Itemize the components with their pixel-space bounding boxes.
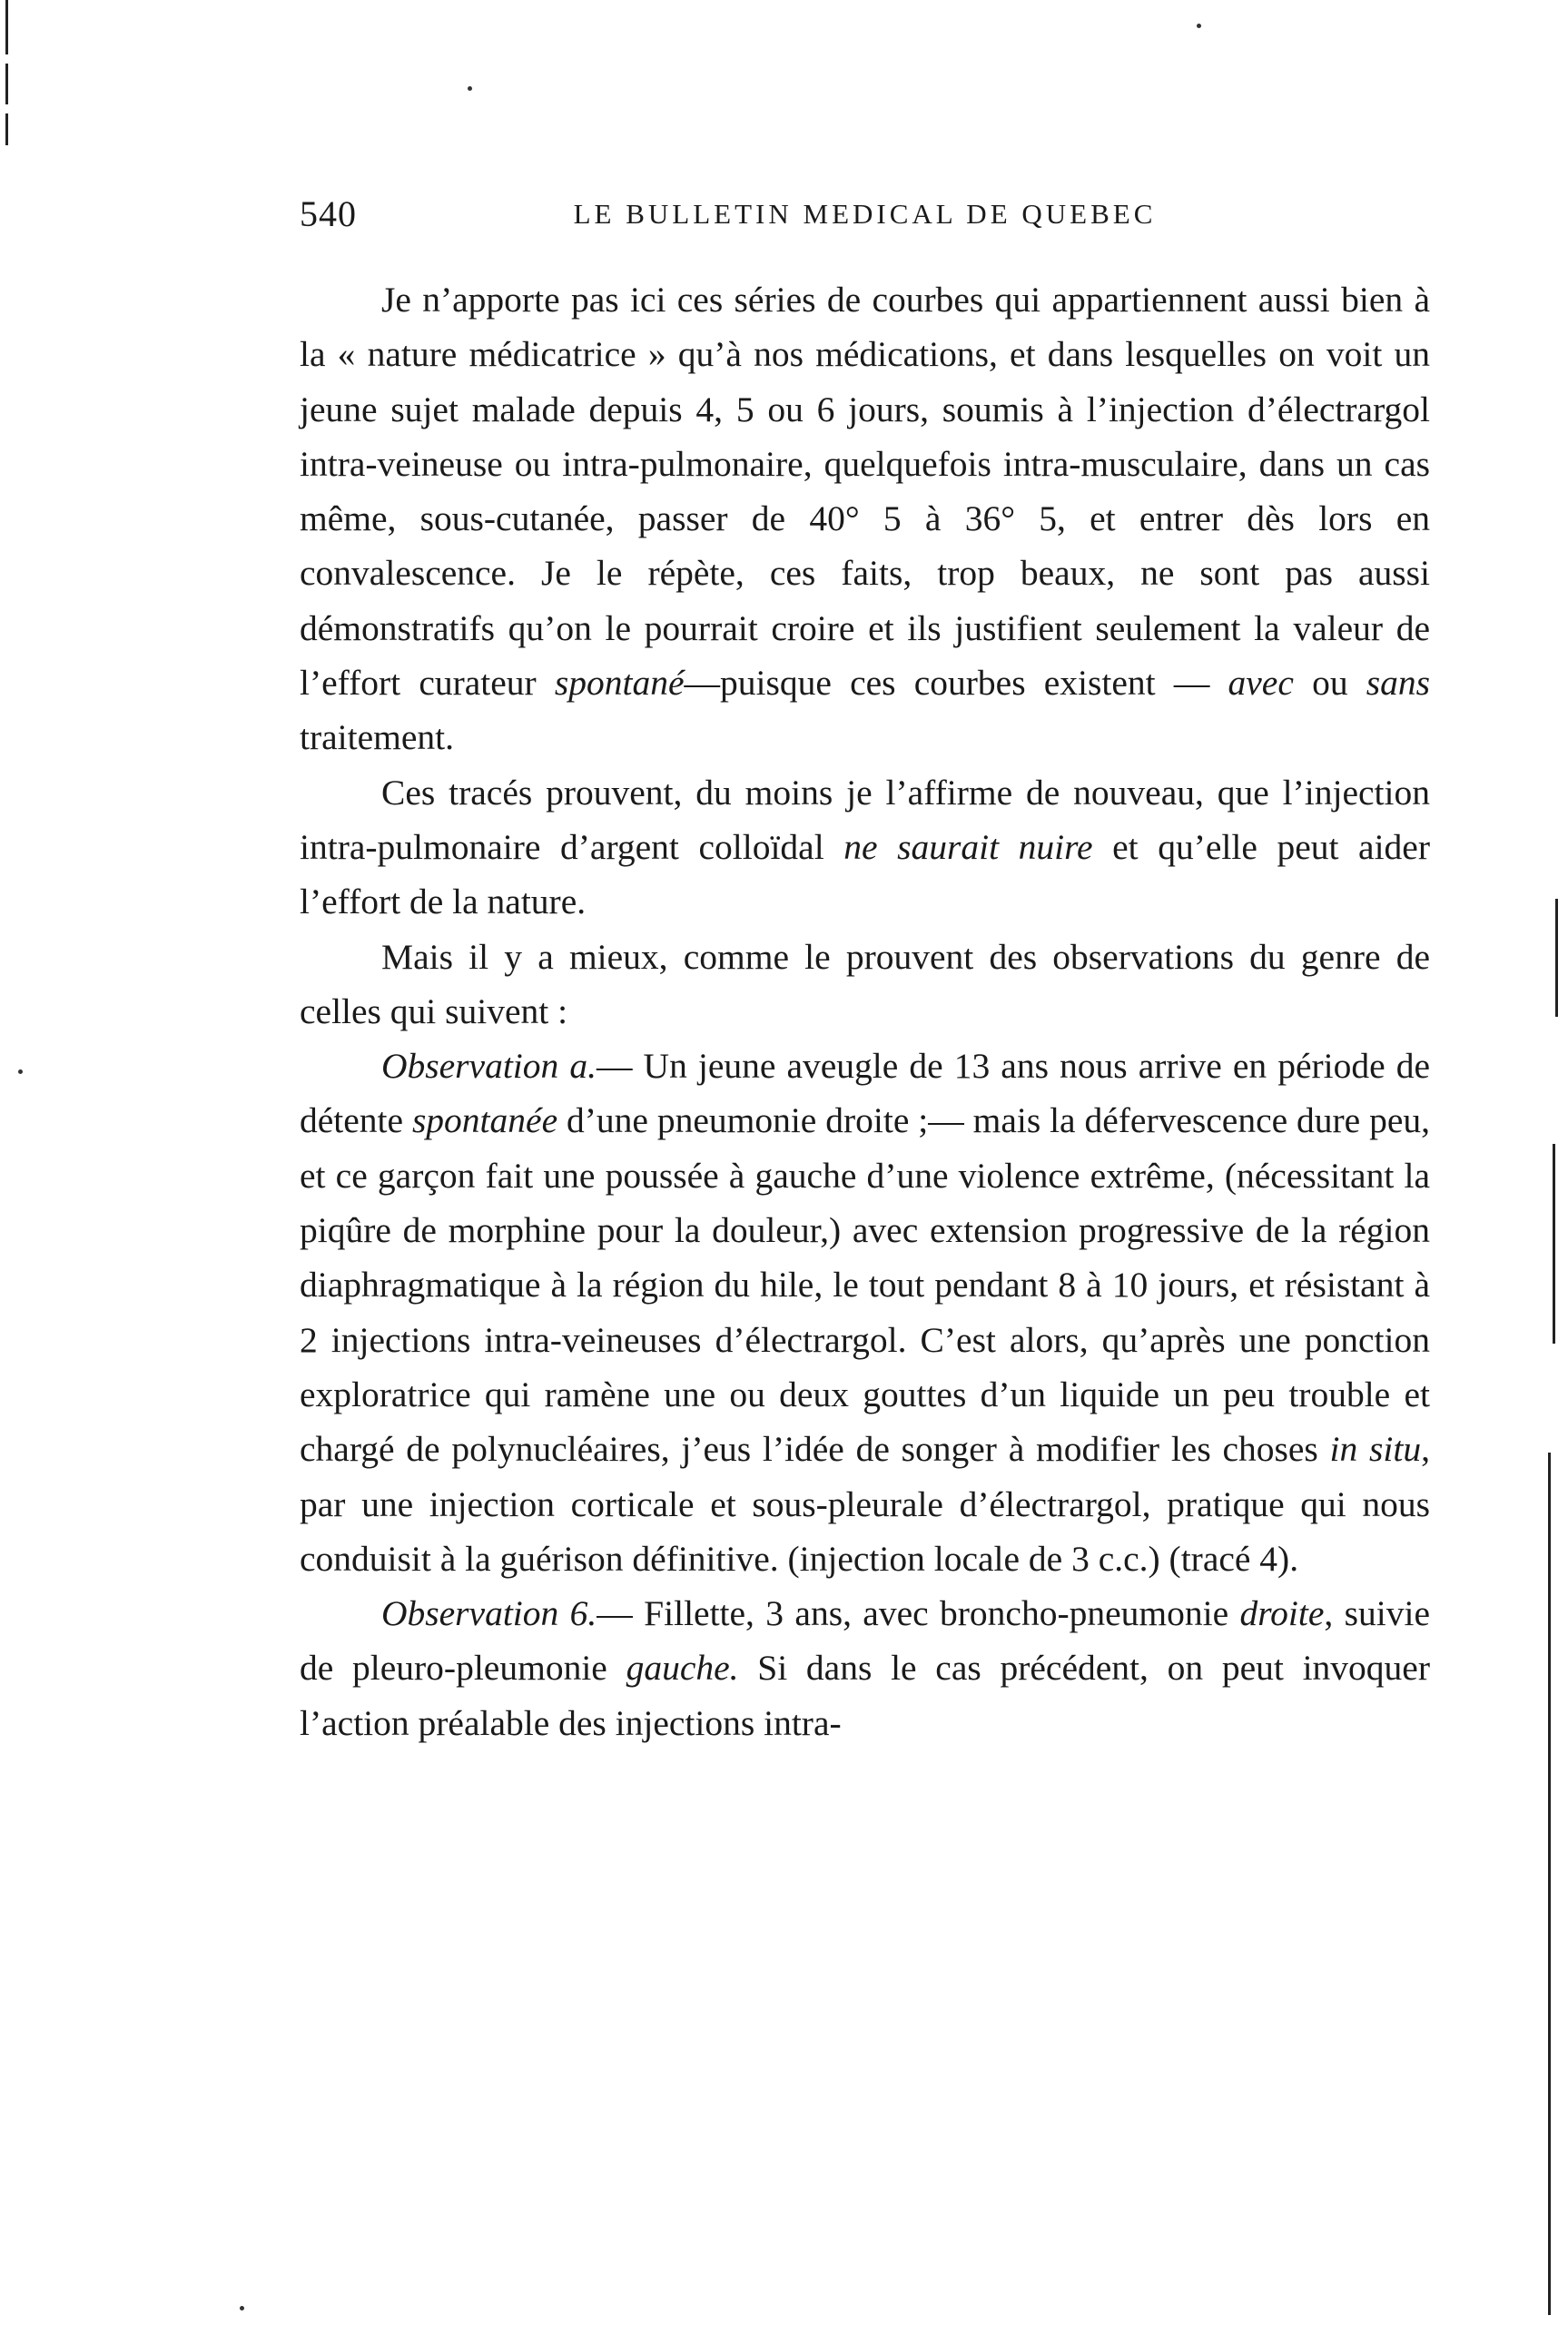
body-text xyxy=(300,272,1430,1750)
italic-text: spontané xyxy=(554,663,685,704)
text-run: d’une pneumonie droite ;— mais la défervescence dure peu, et ce garçon fait une poussée à gauche d’une violence extrême, (nécessitant la piqûre de morphine pour la douleur,) avec extension progressive de la région diaphragmatique à la région du hile, le tout pendant 8 à 10 jours, et résistant à 2 injections intra-veineuses d’électrargol. C’est alors, qu’après une ponction exploratrice qui ramène une ou deux gouttes d’un liquide un peu trouble et chargé de polynucléaires, j’eus l’idée de songer à modifier les choses xyxy=(300,1100,1430,1470)
scan-edge-mark xyxy=(5,64,8,104)
text-run: Si dans le cas précédent, on peut invoquer l’action préalable des injections intra- xyxy=(300,1648,1430,1743)
scan-speck xyxy=(240,2306,244,2310)
paragraph xyxy=(300,930,1430,1039)
italic-text: ne saurait nuire xyxy=(843,826,1093,867)
scan-speck xyxy=(1197,24,1201,28)
italic-text: spontanée xyxy=(411,1100,558,1141)
text-run: et qu’elle peut aider l’effort de la nature. xyxy=(300,826,1430,922)
page-number: 540 xyxy=(300,193,357,234)
scan-edge-mark xyxy=(1553,1144,1555,1344)
italic-text: Observation 6. xyxy=(381,1593,597,1634)
text-run: traitement. xyxy=(300,717,454,758)
text-run: , par une injection corticale et sous-pleurale d’électrargol, pratique qui nous conduisit à la guérison définitive. (injection locale de 3 c.c.) (tracé 4). xyxy=(300,1429,1430,1579)
italic-text: sans xyxy=(1366,663,1431,704)
text-run: Je n’apporte pas ici ces séries de courbes qui appartiennent aussi bien à la « nature médicatrice » qu’à nos médications, et dans lesquelles on voit un jeune sujet malade depuis 4, 5 ou 6 jours, soumis à l’injection d’électrargol intra-veineuse ou intra-pulmonaire, quelquefois intra-musculaire, dans un cas même, sous-cutanée, passer de 40° 5 à 36° 5, et entrer dès lors en convalescence. Je le répète, ces faits, trop beaux, ne sont pas aussi démonstratifs qu’on le pourrait croire et ils justifient seulement la valeur de l’effort curateur xyxy=(300,280,1430,704)
paragraph xyxy=(300,765,1430,930)
italic-text: Observation a. xyxy=(381,1046,597,1087)
text-run: —puisque ces courbes existent — xyxy=(684,663,1228,704)
paragraph xyxy=(300,272,1430,765)
text-run: — Fillette, 3 ans, avec broncho-pneumonie xyxy=(597,1593,1240,1634)
text-run: Ces tracés prouvent, du moins je l’affirme de nouveau, que l’injection intra-pulmonaire d’argent colloïdal xyxy=(300,772,1430,867)
scan-speck xyxy=(18,1069,23,1074)
text-run: , suivie de pleuro-pleumonie xyxy=(300,1593,1430,1689)
italic-text: droite xyxy=(1239,1593,1325,1634)
running-title: LE BULLETIN MEDICAL DE QUEBEC xyxy=(573,198,1157,230)
scan-edge-mark xyxy=(5,113,8,145)
text-run: — Un jeune aveugle de 13 ans nous arrive en période de détente xyxy=(300,1046,1430,1141)
paragraph xyxy=(300,1586,1430,1750)
scan-edge-mark xyxy=(1548,1453,1551,2315)
scan-edge-mark xyxy=(5,0,8,54)
italic-text: in situ xyxy=(1329,1429,1422,1470)
italic-text: gauche. xyxy=(626,1648,739,1689)
italic-text: avec xyxy=(1228,663,1294,704)
text-run: ou xyxy=(1293,663,1366,704)
scan-speck xyxy=(468,86,472,91)
scan-edge-mark xyxy=(1555,899,1558,1017)
text-run: Mais il y a mieux, comme le prouvent des observations du genre de celles qui suivent : xyxy=(300,936,1430,1031)
page-header xyxy=(300,192,1430,247)
paragraph xyxy=(300,1039,1430,1586)
